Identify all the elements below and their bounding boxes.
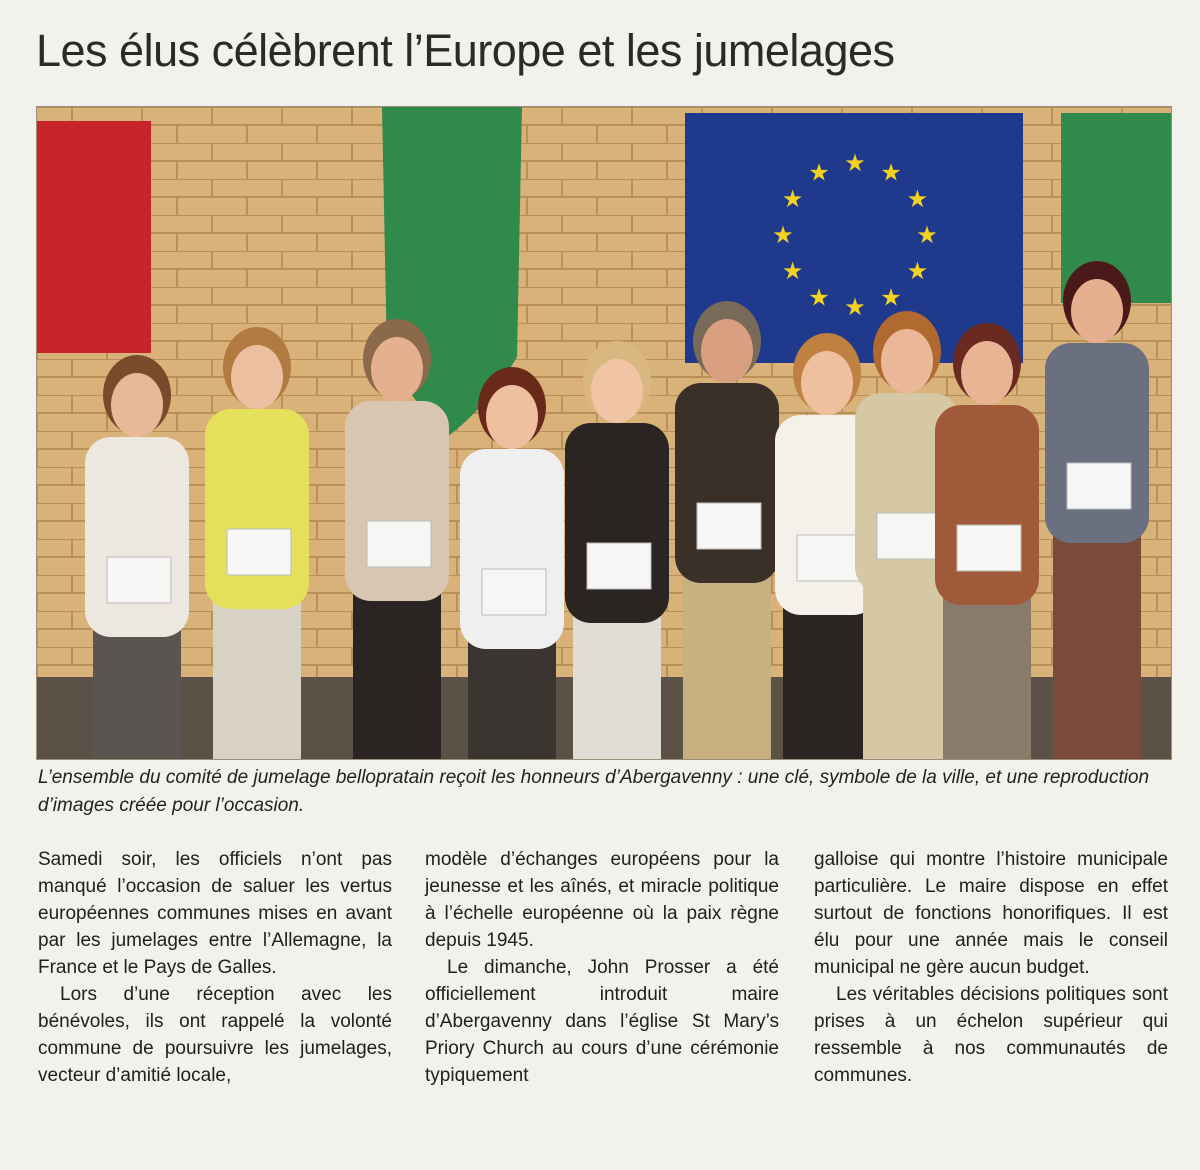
eu-star-icon: ★ bbox=[808, 159, 830, 187]
article-column-1 bbox=[38, 846, 392, 1089]
eu-star-icon: ★ bbox=[906, 258, 929, 285]
paragraph: Lors d’une réception avec les bénévoles, ils ont rappelé la volonté commune de poursuivre les jumelages, vecteur d’amitié locale, bbox=[38, 984, 392, 1086]
eu-star-icon: ★ bbox=[916, 222, 938, 249]
eu-star-icon: ★ bbox=[844, 294, 866, 321]
eu-star-icon: ★ bbox=[880, 284, 902, 312]
headline: Les élus célèbrent l’Europe et les jumelages bbox=[36, 25, 895, 76]
group-photo bbox=[36, 106, 1172, 760]
photo-caption: L’ensemble du comité de jumelage bellopratain reçoit les honneurs d’Abergavenny : une clé, symbole de la ville, et une reproduction d’images créée pour l’occasion. bbox=[38, 767, 1150, 816]
paragraph: Samedi soir, les officiels n’ont pas manqué l’occasion de saluer les vertus européennes communes mises en avant par les jumelages entre l’Allemagne, la France et le Pays de Galles. bbox=[38, 849, 392, 978]
article-column-3 bbox=[814, 846, 1168, 1089]
paragraph: Les véritables décisions politiques sont prises à un échelon supérieur qui ressemble à nos communautés de communes. bbox=[814, 984, 1168, 1086]
eu-star-icon: ★ bbox=[906, 186, 929, 213]
article-column-2 bbox=[425, 846, 779, 1089]
eu-star-icon: ★ bbox=[808, 284, 830, 312]
eu-star-icon: ★ bbox=[781, 186, 804, 213]
eu-star-icon: ★ bbox=[772, 222, 794, 249]
paragraph: modèle d’échanges européens pour la jeunesse et les aînés, et miracle politique à l’échelle européenne où la paix règne depuis 1945. bbox=[425, 849, 779, 951]
red-flag bbox=[37, 121, 151, 353]
eu-star-icon: ★ bbox=[880, 159, 902, 187]
eu-star-icon: ★ bbox=[781, 258, 804, 285]
eu-star-icon: ★ bbox=[844, 150, 866, 177]
paragraph: galloise qui montre l’histoire municipale particulière. Le maire dispose en effet surtout de fonctions honorifiques. Il est élu pour une année mais le conseil municipal ne gère aucun budget. bbox=[814, 849, 1168, 978]
paragraph: Le dimanche, John Prosser a été officiellement introduit maire d’Abergavenny dans l’église St Mary’s Priory Church au cours d’une cérémonie typiquement bbox=[425, 957, 779, 1086]
